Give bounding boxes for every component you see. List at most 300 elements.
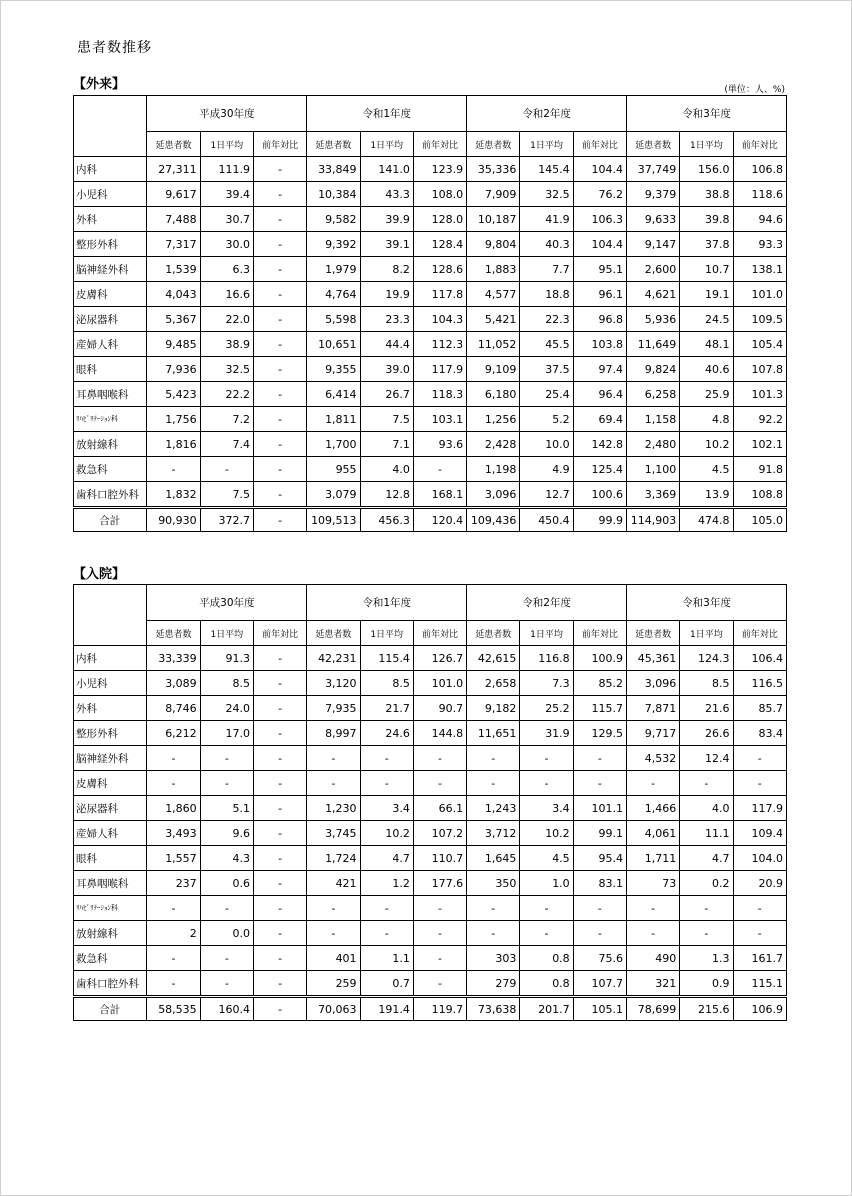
- value-cell: 115.7: [573, 696, 626, 721]
- value-cell: 39.1: [360, 232, 413, 257]
- year-header: 平成30年度: [147, 96, 307, 132]
- value-cell: 104.3: [413, 307, 466, 332]
- value-cell: 4.3: [200, 846, 253, 871]
- value-cell: 4.9: [520, 457, 573, 482]
- value-cell: -: [147, 896, 200, 921]
- value-cell: 142.8: [573, 432, 626, 457]
- value-cell: 2,658: [467, 671, 520, 696]
- value-cell: 11,651: [467, 721, 520, 746]
- value-cell: 17.0: [200, 721, 253, 746]
- sub-header: 1日平均: [520, 621, 573, 646]
- value-cell: 101.0: [733, 282, 786, 307]
- total-value-cell: 119.7: [413, 997, 466, 1021]
- value-cell: 1,466: [626, 796, 679, 821]
- value-cell: 11,052: [467, 332, 520, 357]
- value-cell: 8,997: [307, 721, 360, 746]
- department-label: 整形外科: [74, 232, 147, 257]
- value-cell: 144.8: [413, 721, 466, 746]
- value-cell: -: [573, 896, 626, 921]
- value-cell: -: [253, 382, 306, 407]
- value-cell: 1,230: [307, 796, 360, 821]
- table-row: [74, 671, 787, 696]
- value-cell: 10.2: [520, 821, 573, 846]
- value-cell: 30.7: [200, 207, 253, 232]
- value-cell: 92.2: [733, 407, 786, 432]
- total-value-cell: 90,930: [147, 508, 200, 532]
- value-cell: 9,109: [467, 357, 520, 382]
- value-cell: 83.1: [573, 871, 626, 896]
- value-cell: 6.3: [200, 257, 253, 282]
- value-cell: 1,100: [626, 457, 679, 482]
- department-label: 整形外科: [74, 721, 147, 746]
- value-cell: -: [253, 482, 306, 508]
- value-cell: 116.8: [520, 646, 573, 671]
- value-cell: 43.3: [360, 182, 413, 207]
- value-cell: 7,936: [147, 357, 200, 382]
- value-cell: 40.6: [680, 357, 733, 382]
- value-cell: 7.3: [520, 671, 573, 696]
- value-cell: 125.4: [573, 457, 626, 482]
- inpatient-table: [73, 584, 787, 1021]
- header-corner: [74, 96, 147, 157]
- total-value-cell: 105.1: [573, 997, 626, 1021]
- value-cell: -: [307, 771, 360, 796]
- total-value-cell: 191.4: [360, 997, 413, 1021]
- year-header: 令和2年度: [467, 96, 627, 132]
- value-cell: -: [147, 771, 200, 796]
- value-cell: -: [680, 921, 733, 946]
- sub-header: 前年対比: [413, 132, 466, 157]
- value-cell: 1,243: [467, 796, 520, 821]
- value-cell: 112.3: [413, 332, 466, 357]
- value-cell: 1,158: [626, 407, 679, 432]
- value-cell: 10.2: [360, 821, 413, 846]
- value-cell: 101.0: [413, 671, 466, 696]
- value-cell: 279: [467, 971, 520, 997]
- total-value-cell: 450.4: [520, 508, 573, 532]
- value-cell: 106.8: [733, 157, 786, 182]
- value-cell: 955: [307, 457, 360, 482]
- value-cell: 9.6: [200, 821, 253, 846]
- value-cell: 117.9: [413, 357, 466, 382]
- department-label: 耳鼻咽喉科: [74, 871, 147, 896]
- value-cell: 37,749: [626, 157, 679, 182]
- value-cell: 2,428: [467, 432, 520, 457]
- total-value-cell: 372.7: [200, 508, 253, 532]
- value-cell: 161.7: [733, 946, 786, 971]
- year-header: 令和3年度: [626, 585, 786, 621]
- value-cell: 4.7: [360, 846, 413, 871]
- value-cell: 1,816: [147, 432, 200, 457]
- table-row: [74, 871, 787, 896]
- value-cell: 8.5: [200, 671, 253, 696]
- value-cell: 10,187: [467, 207, 520, 232]
- value-cell: 6,414: [307, 382, 360, 407]
- value-cell: 168.1: [413, 482, 466, 508]
- value-cell: -: [733, 921, 786, 946]
- value-cell: 1,883: [467, 257, 520, 282]
- value-cell: 3,096: [626, 671, 679, 696]
- value-cell: 145.4: [520, 157, 573, 182]
- total-value-cell: 456.3: [360, 508, 413, 532]
- value-cell: -: [413, 921, 466, 946]
- total-row: [74, 508, 787, 532]
- value-cell: 101.3: [733, 382, 786, 407]
- value-cell: 22.0: [200, 307, 253, 332]
- value-cell: 105.4: [733, 332, 786, 357]
- value-cell: 0.7: [360, 971, 413, 997]
- year-header: 令和1年度: [307, 96, 467, 132]
- sub-header: 1日平均: [200, 621, 253, 646]
- value-cell: 96.8: [573, 307, 626, 332]
- outpatient-section-title: 【外来】: [73, 77, 126, 92]
- value-cell: 103.1: [413, 407, 466, 432]
- value-cell: -: [200, 971, 253, 997]
- value-cell: 38.9: [200, 332, 253, 357]
- value-cell: 8.5: [680, 671, 733, 696]
- table-row: [74, 432, 787, 457]
- table-row: [74, 407, 787, 432]
- department-label: 歯科口腔外科: [74, 971, 147, 997]
- value-cell: 126.7: [413, 646, 466, 671]
- value-cell: 128.4: [413, 232, 466, 257]
- value-cell: 1,979: [307, 257, 360, 282]
- department-label: 小児科: [74, 671, 147, 696]
- value-cell: 6,258: [626, 382, 679, 407]
- value-cell: 33,849: [307, 157, 360, 182]
- department-label: 小児科: [74, 182, 147, 207]
- value-cell: 117.9: [733, 796, 786, 821]
- value-cell: -: [253, 896, 306, 921]
- value-cell: -: [573, 746, 626, 771]
- total-value-cell: 70,063: [307, 997, 360, 1021]
- value-cell: 91.3: [200, 646, 253, 671]
- value-cell: 85.7: [733, 696, 786, 721]
- value-cell: 66.1: [413, 796, 466, 821]
- value-cell: 102.1: [733, 432, 786, 457]
- value-cell: 44.4: [360, 332, 413, 357]
- department-label: 脳神経外科: [74, 257, 147, 282]
- total-value-cell: -: [253, 997, 306, 1021]
- value-cell: -: [253, 157, 306, 182]
- table-row: [74, 232, 787, 257]
- value-cell: -: [467, 746, 520, 771]
- table-row: [74, 357, 787, 382]
- value-cell: -: [253, 721, 306, 746]
- sub-header: 1日平均: [200, 132, 253, 157]
- value-cell: -: [307, 896, 360, 921]
- total-label: 合計: [74, 997, 147, 1021]
- value-cell: 9,355: [307, 357, 360, 382]
- value-cell: 1.1: [360, 946, 413, 971]
- value-cell: 19.9: [360, 282, 413, 307]
- total-value-cell: 201.7: [520, 997, 573, 1021]
- value-cell: -: [253, 332, 306, 357]
- value-cell: 93.3: [733, 232, 786, 257]
- value-cell: 9,182: [467, 696, 520, 721]
- value-cell: 8.2: [360, 257, 413, 282]
- sub-header: 延患者数: [147, 621, 200, 646]
- value-cell: 25.2: [520, 696, 573, 721]
- value-cell: 1.0: [520, 871, 573, 896]
- value-cell: -: [200, 746, 253, 771]
- sub-header: 延患者数: [307, 621, 360, 646]
- value-cell: 115.4: [360, 646, 413, 671]
- value-cell: 8.5: [360, 671, 413, 696]
- value-cell: 108.0: [413, 182, 466, 207]
- total-value-cell: 58,535: [147, 997, 200, 1021]
- value-cell: 5,598: [307, 307, 360, 332]
- sub-header: 延患者数: [307, 132, 360, 157]
- value-cell: 321: [626, 971, 679, 997]
- value-cell: 11.1: [680, 821, 733, 846]
- value-cell: 96.4: [573, 382, 626, 407]
- value-cell: 106.4: [733, 646, 786, 671]
- sub-header: 前年対比: [733, 621, 786, 646]
- value-cell: 35,336: [467, 157, 520, 182]
- value-cell: 421: [307, 871, 360, 896]
- department-label: 皮膚科: [74, 771, 147, 796]
- value-cell: 9,717: [626, 721, 679, 746]
- value-cell: -: [253, 746, 306, 771]
- value-cell: 97.4: [573, 357, 626, 382]
- value-cell: -: [360, 771, 413, 796]
- sub-header: 前年対比: [253, 132, 306, 157]
- table-row: [74, 846, 787, 871]
- value-cell: -: [253, 357, 306, 382]
- value-cell: -: [253, 971, 306, 997]
- value-cell: 3,096: [467, 482, 520, 508]
- value-cell: 5.1: [200, 796, 253, 821]
- value-cell: 101.1: [573, 796, 626, 821]
- table-row: [74, 307, 787, 332]
- value-cell: -: [413, 971, 466, 997]
- total-value-cell: -: [253, 508, 306, 532]
- value-cell: 32.5: [200, 357, 253, 382]
- total-value-cell: 474.8: [680, 508, 733, 532]
- value-cell: -: [680, 771, 733, 796]
- total-row: [74, 997, 787, 1021]
- value-cell: 1,860: [147, 796, 200, 821]
- value-cell: -: [520, 746, 573, 771]
- value-cell: 10.2: [680, 432, 733, 457]
- sub-header: 前年対比: [573, 621, 626, 646]
- value-cell: -: [253, 671, 306, 696]
- value-cell: 48.1: [680, 332, 733, 357]
- year-header: 令和3年度: [626, 96, 786, 132]
- table-row: [74, 721, 787, 746]
- value-cell: -: [253, 846, 306, 871]
- value-cell: -: [520, 896, 573, 921]
- total-value-cell: 99.9: [573, 508, 626, 532]
- value-cell: 4.0: [360, 457, 413, 482]
- value-cell: 7,909: [467, 182, 520, 207]
- value-cell: -: [147, 457, 200, 482]
- value-cell: -: [360, 921, 413, 946]
- value-cell: 26.7: [360, 382, 413, 407]
- department-label: 外科: [74, 207, 147, 232]
- value-cell: 303: [467, 946, 520, 971]
- value-cell: 40.3: [520, 232, 573, 257]
- value-cell: 117.8: [413, 282, 466, 307]
- value-cell: 138.1: [733, 257, 786, 282]
- department-label: 産婦人科: [74, 332, 147, 357]
- sub-header: 延患者数: [467, 621, 520, 646]
- value-cell: 237: [147, 871, 200, 896]
- value-cell: 9,379: [626, 182, 679, 207]
- value-cell: 7.7: [520, 257, 573, 282]
- outpatient-table: [73, 95, 787, 532]
- value-cell: 39.9: [360, 207, 413, 232]
- value-cell: -: [307, 921, 360, 946]
- total-value-cell: 105.0: [733, 508, 786, 532]
- page-title: 患者数推移: [77, 40, 152, 56]
- value-cell: 45,361: [626, 646, 679, 671]
- value-cell: 85.2: [573, 671, 626, 696]
- value-cell: 0.8: [520, 946, 573, 971]
- value-cell: 7.1: [360, 432, 413, 457]
- value-cell: 42,231: [307, 646, 360, 671]
- value-cell: 11,649: [626, 332, 679, 357]
- value-cell: 1,711: [626, 846, 679, 871]
- department-label: 歯科口腔外科: [74, 482, 147, 508]
- table-row: [74, 207, 787, 232]
- value-cell: 100.6: [573, 482, 626, 508]
- value-cell: -: [147, 746, 200, 771]
- value-cell: 177.6: [413, 871, 466, 896]
- department-label: 皮膚科: [74, 282, 147, 307]
- value-cell: 141.0: [360, 157, 413, 182]
- value-cell: 21.7: [360, 696, 413, 721]
- value-cell: 10,384: [307, 182, 360, 207]
- value-cell: 1,811: [307, 407, 360, 432]
- total-value-cell: 73,638: [467, 997, 520, 1021]
- value-cell: 4,043: [147, 282, 200, 307]
- value-cell: 1,645: [467, 846, 520, 871]
- value-cell: 7,935: [307, 696, 360, 721]
- value-cell: 1,557: [147, 846, 200, 871]
- department-label: 眼科: [74, 846, 147, 871]
- value-cell: 124.3: [680, 646, 733, 671]
- total-value-cell: 120.4: [413, 508, 466, 532]
- total-value-cell: 106.9: [733, 997, 786, 1021]
- value-cell: 107.7: [573, 971, 626, 997]
- value-cell: 1,198: [467, 457, 520, 482]
- value-cell: -: [413, 946, 466, 971]
- value-cell: 27,311: [147, 157, 200, 182]
- value-cell: 9,582: [307, 207, 360, 232]
- sub-header: 1日平均: [360, 621, 413, 646]
- table-row: [74, 457, 787, 482]
- value-cell: 73: [626, 871, 679, 896]
- value-cell: 107.8: [733, 357, 786, 382]
- department-label: ﾘﾊﾋﾞﾘﾃｰｼｮﾝ科: [74, 407, 147, 432]
- value-cell: 104.4: [573, 232, 626, 257]
- value-cell: 107.2: [413, 821, 466, 846]
- value-cell: 129.5: [573, 721, 626, 746]
- value-cell: 76.2: [573, 182, 626, 207]
- value-cell: 3.4: [360, 796, 413, 821]
- sub-header: 延患者数: [626, 621, 679, 646]
- value-cell: 0.0: [200, 921, 253, 946]
- year-header: 令和1年度: [307, 585, 467, 621]
- value-cell: 490: [626, 946, 679, 971]
- value-cell: 20.9: [733, 871, 786, 896]
- value-cell: -: [253, 307, 306, 332]
- value-cell: -: [626, 896, 679, 921]
- value-cell: 108.8: [733, 482, 786, 508]
- value-cell: 95.1: [573, 257, 626, 282]
- value-cell: 350: [467, 871, 520, 896]
- header-corner: [74, 585, 147, 646]
- value-cell: 1,832: [147, 482, 200, 508]
- value-cell: -: [413, 896, 466, 921]
- sub-header: 前年対比: [253, 621, 306, 646]
- value-cell: -: [520, 771, 573, 796]
- value-cell: 94.6: [733, 207, 786, 232]
- department-label: 放射線科: [74, 432, 147, 457]
- value-cell: 31.9: [520, 721, 573, 746]
- value-cell: -: [253, 796, 306, 821]
- value-cell: -: [413, 457, 466, 482]
- value-cell: 96.1: [573, 282, 626, 307]
- value-cell: 30.0: [200, 232, 253, 257]
- department-label: 内科: [74, 646, 147, 671]
- department-label: 脳神経外科: [74, 746, 147, 771]
- value-cell: 4,577: [467, 282, 520, 307]
- table-row: [74, 482, 787, 508]
- value-cell: 4.0: [680, 796, 733, 821]
- value-cell: 128.0: [413, 207, 466, 232]
- value-cell: -: [200, 896, 253, 921]
- value-cell: 38.8: [680, 182, 733, 207]
- department-label: 耳鼻咽喉科: [74, 382, 147, 407]
- value-cell: 9,485: [147, 332, 200, 357]
- total-label: 合計: [74, 508, 147, 532]
- table-row: [74, 896, 787, 921]
- value-cell: -: [200, 457, 253, 482]
- value-cell: -: [147, 971, 200, 997]
- value-cell: -: [253, 696, 306, 721]
- sub-header: 1日平均: [680, 132, 733, 157]
- value-cell: -: [360, 746, 413, 771]
- sub-header: 前年対比: [733, 132, 786, 157]
- value-cell: 5.2: [520, 407, 573, 432]
- department-label: 救急科: [74, 457, 147, 482]
- value-cell: 106.3: [573, 207, 626, 232]
- value-cell: 4,061: [626, 821, 679, 846]
- value-cell: 2: [147, 921, 200, 946]
- table-row: [74, 282, 787, 307]
- value-cell: 22.2: [200, 382, 253, 407]
- unit-note: (単位：人、%): [724, 85, 785, 95]
- sub-header: 延患者数: [626, 132, 679, 157]
- value-cell: -: [253, 432, 306, 457]
- value-cell: 128.6: [413, 257, 466, 282]
- value-cell: 33,339: [147, 646, 200, 671]
- table-row: [74, 646, 787, 671]
- department-label: 救急科: [74, 946, 147, 971]
- value-cell: -: [467, 921, 520, 946]
- value-cell: 24.6: [360, 721, 413, 746]
- value-cell: 3,079: [307, 482, 360, 508]
- value-cell: 7.2: [200, 407, 253, 432]
- value-cell: -: [253, 407, 306, 432]
- value-cell: 7,317: [147, 232, 200, 257]
- value-cell: 1,724: [307, 846, 360, 871]
- value-cell: 123.9: [413, 157, 466, 182]
- value-cell: 25.4: [520, 382, 573, 407]
